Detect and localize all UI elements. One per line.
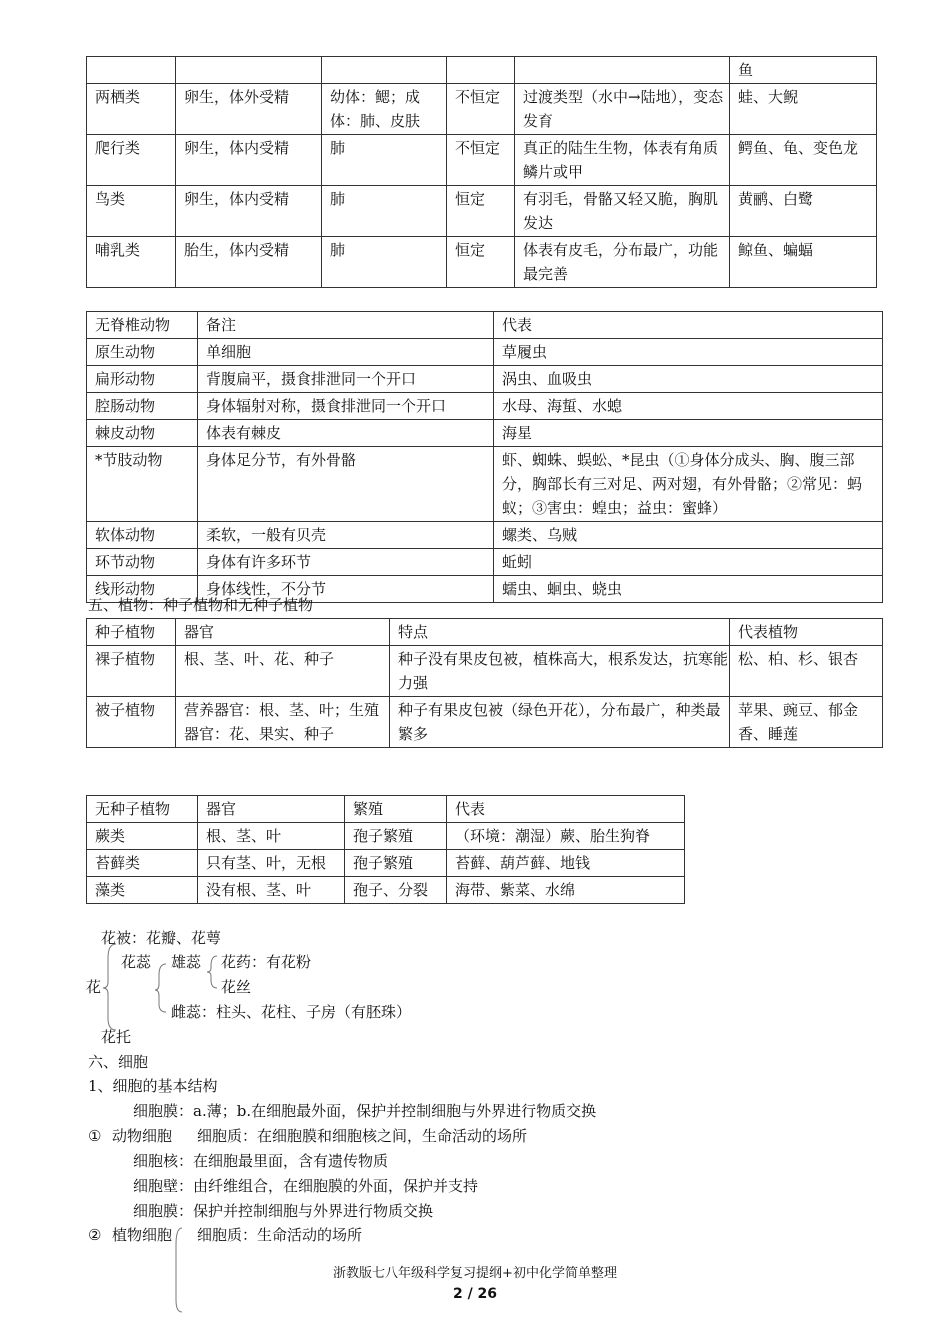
animal-cytoplasm: 细胞质：在细胞膜和细胞核之间，生命活动的场所 bbox=[197, 1127, 528, 1145]
table-cell: 不恒定 bbox=[447, 135, 515, 186]
animal-marker: ① bbox=[88, 1127, 102, 1145]
table-cell: 身体线性，不分节 bbox=[198, 576, 494, 603]
table-cell: 原生动物 bbox=[87, 339, 198, 366]
table-cell: 体表有皮毛，分布最广，功能最完善 bbox=[515, 237, 730, 288]
table-row bbox=[87, 522, 883, 549]
animal-membrane: 细胞膜：a.薄；b.在细胞最外面，保护并控制细胞与外界进行物质交换 bbox=[133, 1102, 597, 1120]
table-cell: 螺类、乌贼 bbox=[494, 522, 883, 549]
table-cell: 腔肠动物 bbox=[87, 393, 198, 420]
table-cell: 过渡类型（水中→陆地），变态发育 bbox=[515, 84, 730, 135]
table-cell bbox=[447, 57, 515, 84]
table-cell bbox=[176, 57, 322, 84]
table-cell: 裸子植物 bbox=[87, 646, 176, 697]
vertebrate-table bbox=[86, 56, 877, 288]
header-cell: 器官 bbox=[198, 796, 345, 823]
header-cell: 代表 bbox=[494, 312, 883, 339]
table-row bbox=[87, 237, 877, 288]
table-cell: 蠕虫、蛔虫、蛲虫 bbox=[494, 576, 883, 603]
table-cell: 海带、紫菜、水绵 bbox=[447, 877, 685, 904]
table-row bbox=[87, 877, 685, 904]
table-cell: 藻类 bbox=[87, 877, 198, 904]
table-row bbox=[87, 549, 883, 576]
table-row bbox=[87, 823, 685, 850]
table-cell: *节肢动物 bbox=[87, 447, 198, 522]
header-cell: 无种子植物 bbox=[87, 796, 198, 823]
table-cell: 鸟类 bbox=[87, 186, 176, 237]
table-cell: 肺 bbox=[322, 186, 447, 237]
footer-title: 浙教版七八年级科学复习提纲+初中化学简单整理 bbox=[333, 1266, 617, 1281]
table-cell bbox=[87, 57, 176, 84]
plant-cytoplasm: 细胞质：生命活动的场所 bbox=[197, 1226, 363, 1244]
table-cell: 黄鹂、白鹭 bbox=[730, 186, 877, 237]
table-cell: 被子植物 bbox=[87, 697, 176, 748]
table-row bbox=[87, 420, 883, 447]
table-cell: 肺 bbox=[322, 237, 447, 288]
plant-marker: ② bbox=[88, 1226, 102, 1244]
table-cell: 体表有棘皮 bbox=[198, 420, 494, 447]
plant-membrane: 细胞膜：保护并控制细胞与外界进行物质交换 bbox=[133, 1202, 434, 1220]
header-cell: 繁殖 bbox=[345, 796, 447, 823]
table-cell: 两栖类 bbox=[87, 84, 176, 135]
table-cell: 身体辐射对称，摄食排泄同一个开口 bbox=[198, 393, 494, 420]
table-row bbox=[87, 447, 883, 522]
table-cell: 线形动物 bbox=[87, 576, 198, 603]
flower-anther: 花药：有花粉 bbox=[221, 953, 312, 971]
table-cell: 根、茎、叶 bbox=[198, 823, 345, 850]
table-row bbox=[87, 366, 883, 393]
table-cell: 恒定 bbox=[447, 237, 515, 288]
table-cell: 幼体：鳃；成体：肺、皮肤 bbox=[322, 84, 447, 135]
table-cell: 柔软，一般有贝壳 bbox=[198, 522, 494, 549]
invertebrate-table bbox=[86, 311, 883, 603]
flower-pistil: 雌蕊：柱头、花柱、子房（有胚珠） bbox=[171, 1003, 412, 1021]
table-cell: 苔藓类 bbox=[87, 850, 198, 877]
table-cell: 苹果、豌豆、郁金香、睡莲 bbox=[730, 697, 883, 748]
table-cell: 环节动物 bbox=[87, 549, 198, 576]
table-cell: 身体有许多环节 bbox=[198, 549, 494, 576]
table-cell: 种子没有果皮包被，植株高大，根系发达，抗寒能力强 bbox=[390, 646, 730, 697]
table-cell bbox=[515, 57, 730, 84]
table-cell bbox=[322, 57, 447, 84]
table-row bbox=[87, 84, 877, 135]
table-cell: 有羽毛，骨骼又轻又脆，胸肌发达 bbox=[515, 186, 730, 237]
header-row bbox=[87, 796, 685, 823]
seedless-plant-table bbox=[86, 795, 685, 904]
plant-wall: 细胞壁：由纤维组合，在细胞膜的外面，保护并支持 bbox=[133, 1177, 479, 1195]
table-row bbox=[87, 393, 883, 420]
animal-nucleus: 细胞核：在细胞最里面，含有遗传物质 bbox=[133, 1152, 389, 1170]
table-row bbox=[87, 339, 883, 366]
table-row bbox=[87, 646, 883, 697]
table-cell: 只有茎、叶，无根 bbox=[198, 850, 345, 877]
table-cell: 肺 bbox=[322, 135, 447, 186]
page-number: 2 / 26 bbox=[452, 1286, 498, 1302]
table-cell: 孢子繁殖 bbox=[345, 823, 447, 850]
table-cell: 爬行类 bbox=[87, 135, 176, 186]
header-row bbox=[87, 619, 883, 646]
table-row bbox=[87, 57, 877, 84]
flower-label: 花 bbox=[86, 978, 102, 996]
table-cell: 涡虫、血吸虫 bbox=[494, 366, 883, 393]
table-cell: 鱼 bbox=[730, 57, 877, 84]
table-cell: 没有根、茎、叶 bbox=[198, 877, 345, 904]
table-row bbox=[87, 850, 685, 877]
table-cell: 蚯蚓 bbox=[494, 549, 883, 576]
flower-stamen-pistil: 花蕊 bbox=[121, 953, 152, 971]
table-cell: 蕨类 bbox=[87, 823, 198, 850]
table-cell: 海星 bbox=[494, 420, 883, 447]
header-cell: 代表 bbox=[447, 796, 685, 823]
table-cell: 不恒定 bbox=[447, 84, 515, 135]
table-cell: 孢子繁殖 bbox=[345, 850, 447, 877]
table-cell: 草履虫 bbox=[494, 339, 883, 366]
table-cell: 种子有果皮包被（绿色开花），分布最广，种类最繁多 bbox=[390, 697, 730, 748]
table-cell: 卵生，体内受精 bbox=[176, 135, 322, 186]
flower-receptacle: 花托 bbox=[101, 1028, 132, 1046]
header-cell: 备注 bbox=[198, 312, 494, 339]
table-cell: 哺乳类 bbox=[87, 237, 176, 288]
table-cell: 软体动物 bbox=[87, 522, 198, 549]
table-cell: 棘皮动物 bbox=[87, 420, 198, 447]
flower-filament: 花丝 bbox=[221, 978, 252, 996]
table-cell: 扁形动物 bbox=[87, 366, 198, 393]
table-row bbox=[87, 697, 883, 748]
table-cell: 蛙、大鲵 bbox=[730, 84, 877, 135]
section6-sub1: 1、细胞的基本结构 bbox=[88, 1077, 218, 1095]
table-cell: 真正的陆生生物，体表有角质鳞片或甲 bbox=[515, 135, 730, 186]
flower-stamen: 雄蕊 bbox=[171, 953, 202, 971]
table-row bbox=[87, 135, 877, 186]
table-cell: 恒定 bbox=[447, 186, 515, 237]
header-cell: 种子植物 bbox=[87, 619, 176, 646]
seed-plant-table bbox=[86, 618, 883, 748]
header-cell: 器官 bbox=[176, 619, 390, 646]
table-cell: 鲸鱼、蝙蝠 bbox=[730, 237, 877, 288]
header-row bbox=[87, 312, 883, 339]
table-cell: 卵生，体外受精 bbox=[176, 84, 322, 135]
table-cell: 松、柏、杉、银杏 bbox=[730, 646, 883, 697]
table-cell: 背腹扁平，摄食排泄同一个开口 bbox=[198, 366, 494, 393]
table-cell: 卵生，体内受精 bbox=[176, 186, 322, 237]
table-row bbox=[87, 186, 877, 237]
table-cell: 虾、蜘蛛、蜈蚣、*昆虫（①身体分成头、胸、腹三部分，胸部长有三对足、两对翅，有外骨骼；②常见：蚂蚁；③害虫：蝗虫；益虫：蜜蜂） bbox=[494, 447, 883, 522]
table-cell: 营养器官：根、茎、叶；生殖器官：花、果实、种子 bbox=[176, 697, 390, 748]
header-cell: 代表植物 bbox=[730, 619, 883, 646]
section5-heading: 五、植物：种子植物和无种子植物 bbox=[88, 596, 314, 614]
table-cell: 苔藓、葫芦藓、地钱 bbox=[447, 850, 685, 877]
section6-heading: 六、细胞 bbox=[88, 1053, 149, 1071]
animal-cell-label: 动物细胞 bbox=[112, 1127, 173, 1145]
header-cell: 无脊椎动物 bbox=[87, 312, 198, 339]
table-cell: 身体足分节，有外骨骼 bbox=[198, 447, 494, 522]
table-cell: 水母、海蜇、水螅 bbox=[494, 393, 883, 420]
table-cell: 根、茎、叶、花、种子 bbox=[176, 646, 390, 697]
table-cell: 单细胞 bbox=[198, 339, 494, 366]
plant-cell-label: 植物细胞 bbox=[112, 1226, 173, 1244]
table-cell: 鳄鱼、龟、变色龙 bbox=[730, 135, 877, 186]
table-cell: 孢子、分裂 bbox=[345, 877, 447, 904]
table-cell: （环境：潮湿）蕨、胎生狗脊 bbox=[447, 823, 685, 850]
table-cell: 胎生，体内受精 bbox=[176, 237, 322, 288]
header-cell: 特点 bbox=[390, 619, 730, 646]
flower-perianth: 花被：花瓣、花萼 bbox=[101, 929, 222, 947]
